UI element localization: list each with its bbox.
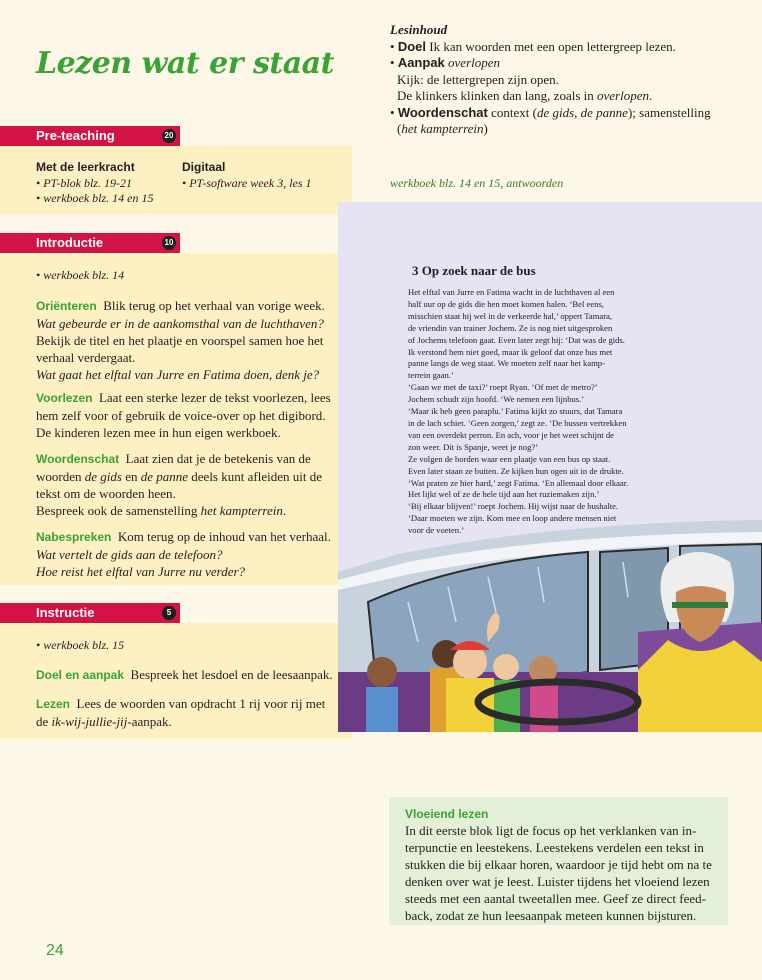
introductie-panel [0,253,352,585]
instructie-panel [0,623,352,739]
list-item: • werkboek blz. 14 en 15 [36,191,154,205]
story-line: panne langs de weg staat. We moeten zelf naar het kamp- [408,358,605,369]
woordenschat-block: Woordenschat Laat zien dat je de betekenis van de woorden de gids en de panne deels kunt afleiden uit de tekst om de woorden heen. Bespreek ook de samenstelling het kampterrein. [36,451,322,518]
page-number: 24 [46,942,64,959]
lezen-block: Lezen Lees de woorden van opdracht 1 rij voor rij met de ik-wij-jullie-jij-aanpak. [36,696,326,729]
voorlezen-block: Voorlezen Laat een sterke lezer de tekst voorlezen, lees hem zelf voor of gebruik de voice-over op het digibord. De kinderen lezen mee in hun eigen werkboek. [36,390,331,440]
list-item: • werkboek blz. 14 [36,268,125,282]
preteaching-label: Pre-teaching [36,128,115,143]
story-line: ‘Gaan we met de taxi?’ roept Ryan. ‘Of met de metro?’ [408,382,598,393]
lesson-content [390,22,740,138]
story-line: ‘Maar ik heb geen paraplu.’ Fatima kijkt zo stuurs, dat Tamara [408,406,623,417]
story-line: Even later staan ze buiten. Ze kijken hun ogen uit in de drukte. [408,465,624,476]
teacher-heading: Met de leerkracht [36,160,135,174]
fluent-reading-heading: Vloeiend lezen [405,807,489,821]
teacher-list [36,176,154,206]
fluent-reading-box [389,797,728,925]
instructie-header [0,603,180,623]
list-item: • werkboek blz. 15 [36,638,125,652]
story-line: voor de voeten.’ [408,525,465,536]
orienteren-label: Oriënteren [36,299,97,313]
lezen-label: Lezen [36,697,71,711]
story-line: Ze volgen de borden waar een plaatje van een bus op staat. [408,453,611,464]
story-line: zon weer. Dit is Spanje, weet je nog?’ [408,441,539,452]
nabespreken-label: Nabespreken [36,530,112,544]
story-line: half uur op de gids die hen moet komen halen. ‘Bel eens, [408,298,604,309]
instructie-label: Instructie [36,605,95,620]
introductie-minutes: 10 [162,236,176,250]
instructie-minutes: 5 [162,606,176,620]
lesinhoud-heading: Lesinhoud [390,22,448,37]
introductie-label: Introductie [36,235,104,250]
story-line: Het elftal van Jurre en Fatima wacht in de luchthaven al een [408,287,615,297]
story-line: ‘Wat praten ze hier hard,’ zegt Fatima. ‘En allemaal door elkaar. [408,477,629,488]
list-item: • PT-software week 3, les 1 [182,176,312,190]
preteaching-header [0,126,180,146]
story-line: Het lijkt wel of ze de hele tijd aan het ruziemaken zijn.’ [408,489,600,500]
story-line: ‘Bij elkaar blijven!’ roept Jochem. Hij wijst naar de bushalte. [408,501,619,512]
fluent-reading-text: In dit eerste blok ligt de focus op het verklanken van in- terpunctie en leestekens. Leestekens verdelen een tekst in stukken die bij elkaar horen, waardoor je tijd hebt om na te denken over wat je leest. Luister tijdens het vloeiend lezen steeds met een aantal tweetallen mee. Geef ze direct feed- back, zodat ze hun leesaanpak meteen kunnen bijsturen. [405,823,712,923]
story-title: 3 Op zoek naar de bus [412,263,536,278]
digital-list [182,176,312,191]
approach-line: • Aanpak overlopen [390,55,501,70]
story-text [408,287,658,537]
approach-line-3: De klinkers klinken dan lang, zoals in overlopen. [397,88,653,103]
story-line: of Jochems telefoon gaat. Even later zegt hij: ‘Dat was de gids. [408,334,625,345]
goal-line: • Doel Ik kan woorden met een open lettergreep lezen. [390,38,676,54]
story-line: ‘Daar moeten we zijn. Kom mee en loop andere mensen niet [408,513,617,524]
page-title: Lezen wat er staat [36,46,334,81]
preteaching-panel [0,146,352,214]
woordenschat-label: Woordenschat [36,452,120,466]
doel-aanpak-label: Doel en aanpak [36,668,125,682]
preteaching-minutes: 20 [162,129,176,143]
voorlezen-label: Voorlezen [36,391,93,405]
vocabulary-line-2: (het kampterrein) [397,121,488,136]
workbook-reference: werkboek blz. 14 en 15, antwoorden [390,176,564,190]
doel-block: Doel en aanpak Bespreek het lesdoel en de leesaanpak. [36,667,333,682]
introductie-header [0,233,180,253]
story-line: van een overdekt perron. En ach, voor je het weet schijnt de [408,429,614,440]
story-line: Ik verstond hem niet goed, maar ik geloof dat onze bus met [408,346,613,357]
story-line: Jochem schudt zijn hoofd. ‘We nemen een lijnbus.’ [408,394,585,405]
approach-line-2: Kijk: de lettergrepen zijn open. [397,71,559,87]
story-line: de vriendin van trainer Jochem. Ze is nog niet uitgesproken [408,322,613,333]
vocabulary-line: • Woordenschat context (de gids, de panne); samenstelling [390,104,711,120]
orienteren-block: Oriënteren Blik terug op het verhaal van vorige week. Wat gebeurde er in de aankomsthal van de luchthaven? Bekijk de titel en het plaatje en voorspel samen hoe het verhaal verdergaat. Wat gaat het elftal van Jurre en Fatima doen, denk je? [36,298,325,382]
story-line: terrein gaan.’ [408,370,454,381]
digital-heading: Digitaal [182,160,226,174]
story-line: misschien staat hij wel in de verkeerde hal,’ oppert Tamara, [408,310,613,321]
story-line: in de lach schiet. ‘Geen zorgen,’ zegt ze. ‘De bussen vertrekken [408,417,627,428]
nabespreken-block: Nabespreken Kom terug op de inhoud van het verhaal. Wat vertelt de gids aan de telefoon? Hoe reist het elftal van Jurre nu verder? [36,529,331,579]
list-item: • PT-blok blz. 19-21 [36,176,132,190]
